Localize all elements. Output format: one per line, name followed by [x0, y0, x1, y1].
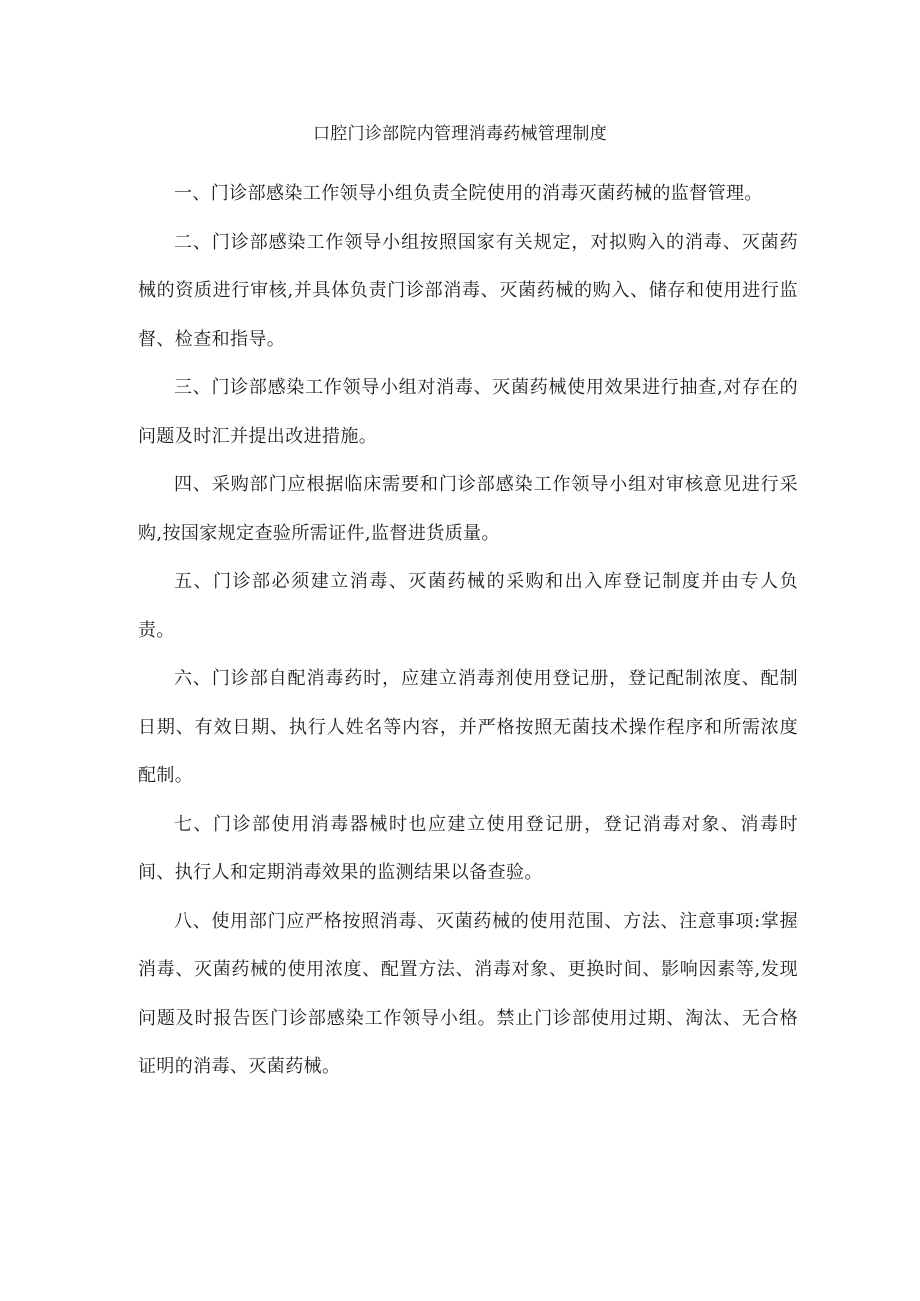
document-title: 口腔门诊部院内管理消毒药械管理制度: [312, 124, 608, 144]
paragraph-2: 二、门诊部感染工作领导小组按照国家有关规定，对拟购入的消毒、灭菌药械的资质进行审核,并具体负责门诊部消毒、灭菌药械的购入、储存和使用进行监督、检查和指导。: [138, 231, 798, 350]
paragraph-6: 六、门诊部自配消毒药时，应建立消毒剂使用登记册，登记配制浓度、配制日期、有效日期、执行人姓名等内容，并严格按照无菌技术操作程序和所需浓度配制。: [138, 668, 798, 786]
paragraph-3: 三、门诊部感染工作领导小组对消毒、灭菌药械使用效果进行抽查,对存在的问题及时汇并提出改进措施。: [138, 377, 798, 447]
paragraph-5: 五、门诊部必须建立消毒、灭菌药械的采购和出入库登记制度并由专人负责。: [138, 571, 798, 641]
document-body: [138, 170, 798, 1092]
paragraph-4: 四、采购部门应根据临床需要和门诊部感染工作领导小组对审核意见进行采购,按国家规定查验所需证件,监督进货质量。: [138, 474, 798, 544]
paragraph-7: 七、门诊部使用消毒器械时也应建立使用登记册，登记消毒对象、消毒时间、执行人和定期消毒效果的监测结果以备查验。: [138, 813, 798, 883]
paragraph-8: 八、使用部门应严格按照消毒、灭菌药械的使用范围、方法、注意事项:掌握消毒、灭菌药械的使用浓度、配置方法、消毒对象、更换时间、影响因素等,发现问题及时报告医门诊部感染工作领导小组。禁止门诊部使用过期、淘汰、无合格证明的消毒、灭菌药械。: [138, 910, 798, 1077]
paragraph-1: 一、门诊部感染工作领导小组负责全院使用的消毒灭菌药械的监督管理。: [174, 183, 763, 204]
